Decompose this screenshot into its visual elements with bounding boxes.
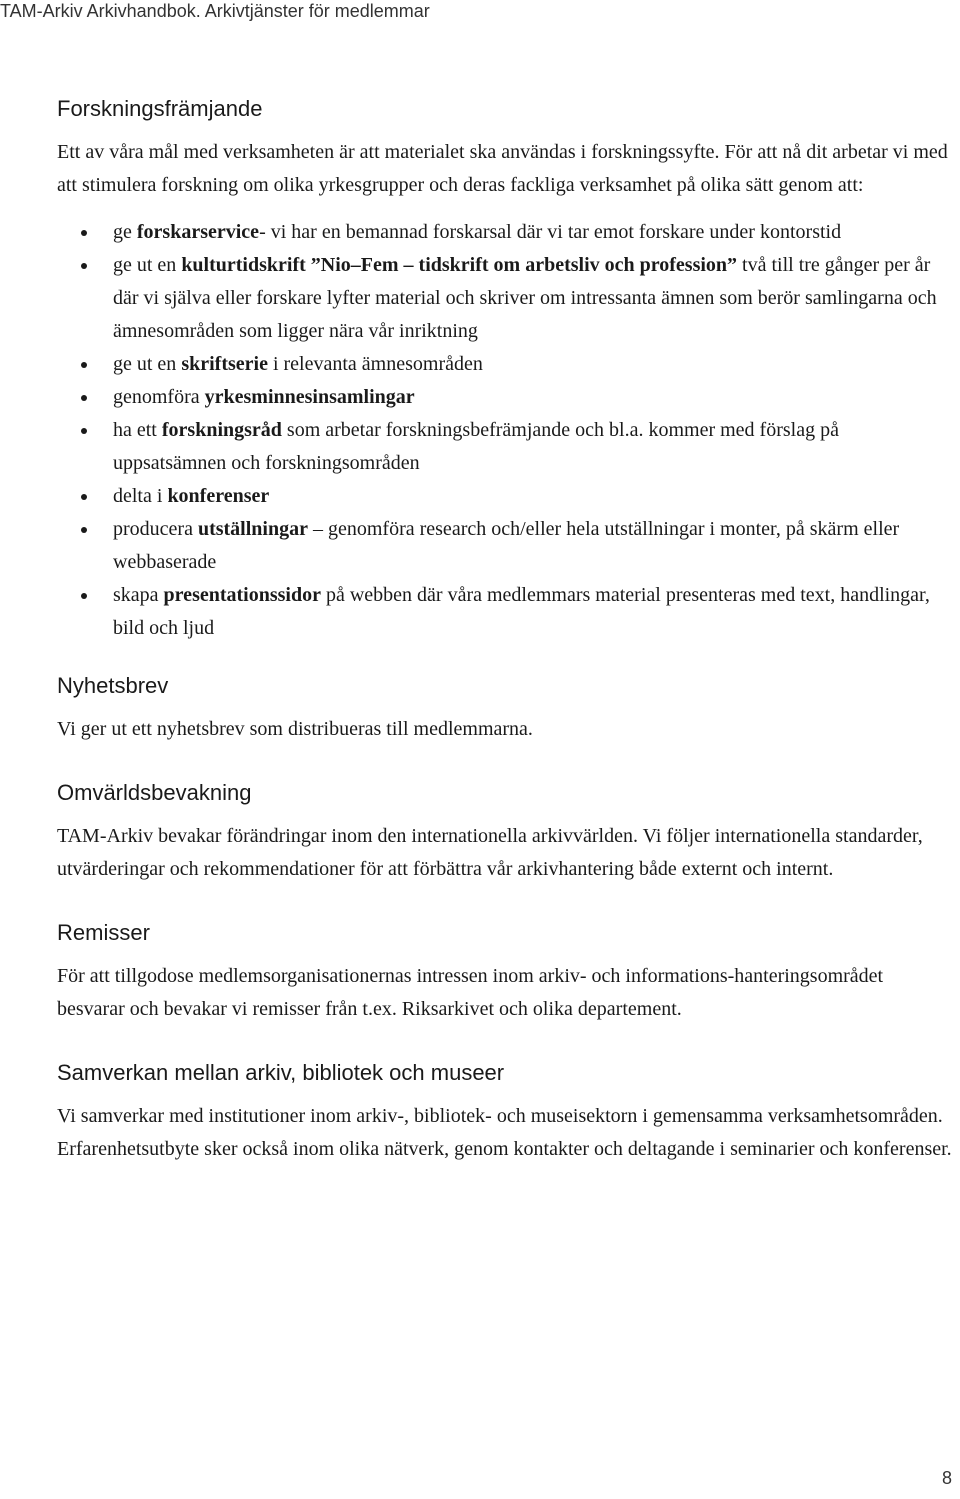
- bullet-icon: [81, 362, 87, 368]
- remisser-text: För att tillgodose medlemsorganisationernas intressen inom arkiv- och informations-hanteringsområdet besvarar och bevakar vi remisser från t.ex. Riksarkivet och olika departement.: [57, 965, 884, 1020]
- page-content: [57, 92, 955, 1196]
- section-omvarldsbevakning: [57, 776, 955, 886]
- list-item: genomföra yrkesminnesinsamlingar: [57, 381, 955, 414]
- samverkan-text: Vi samverkar med institutioner inom arkiv-, bibliotek- och museisektorn i gemensamma verksamhetsområden. Erfarenhetsutbyte sker också inom olika nätverk, genom kontakter och deltagande i seminarier och konferenser.: [57, 1105, 952, 1160]
- section-samverkan: [57, 1056, 955, 1166]
- bullet-icon: [81, 263, 87, 269]
- forskning-intro: Ett av våra mål med verksamheten är att materialet ska användas i forskningssyfte. För att nå dit arbetar vi med att stimulera forskning om olika yrkesgrupper och deras fackliga verksamhet på olika sätt genom att:: [57, 141, 948, 196]
- section-nyhetsbrev: [57, 669, 955, 746]
- list-item: ge forskarservice- vi har en bemannad forskarsal där vi tar emot forskare under kontorstid: [57, 216, 955, 249]
- heading-samverkan: Samverkan mellan arkiv, bibliotek och museer: [57, 1060, 505, 1085]
- omvarld-text: TAM-Arkiv bevakar förändringar inom den internationella arkivvärlden. Vi följer internationella standarder, utvärderingar och rekommendationer för att förbättra vår arkivhantering både externt och internt.: [57, 825, 923, 880]
- heading-remisser: Remisser: [57, 920, 150, 945]
- heading-nyhetsbrev: Nyhetsbrev: [57, 673, 169, 698]
- list-item: ge ut en kulturtidskrift ”Nio–Fem – tidskrift om arbetsliv och profession” två till tre gånger per år där vi själva eller forskare lyfter material och skriver om intressanta ämnen som berör samlingarna och ämnesområden som ligger nära vår inriktning: [57, 249, 955, 348]
- running-header: TAM-Arkiv Arkivhandbok. Arkivtjänster för medlemmar: [0, 1, 430, 21]
- bullet-icon: [81, 395, 87, 401]
- list-item: ha ett forskningsråd som arbetar forskningsbefrämjande och bl.a. kommer med förslag på uppsatsämnen och forskningsområden: [57, 414, 955, 480]
- list-item: skapa presentationssidor på webben där våra medlemmars material presenteras med text, handlingar, bild och ljud: [57, 579, 955, 645]
- bullet-icon: [81, 527, 87, 533]
- section-remisser: [57, 916, 955, 1026]
- bullet-icon: [81, 230, 87, 236]
- nyhetsbrev-text: Vi ger ut ett nyhetsbrev som distribueras till medlemmarna.: [57, 718, 533, 740]
- section-forskningsframjande: [57, 92, 955, 645]
- list-item: delta i konferenser: [57, 480, 955, 513]
- bullet-icon: [81, 593, 87, 599]
- heading-forskningsframjande: Forskningsfrämjande: [57, 96, 263, 121]
- bullet-icon: [81, 494, 87, 500]
- heading-omvarldsbevakning: Omvärldsbevakning: [57, 780, 252, 805]
- list-item: ge ut en skriftserie i relevanta ämnesområden: [57, 348, 955, 381]
- page-number: 8: [941, 1468, 952, 1488]
- forskning-list: [57, 216, 955, 645]
- list-item: producera utställningar – genomföra research och/eller hela utställningar i monter, på skärm eller webbaserade: [57, 513, 955, 579]
- bullet-icon: [81, 428, 87, 434]
